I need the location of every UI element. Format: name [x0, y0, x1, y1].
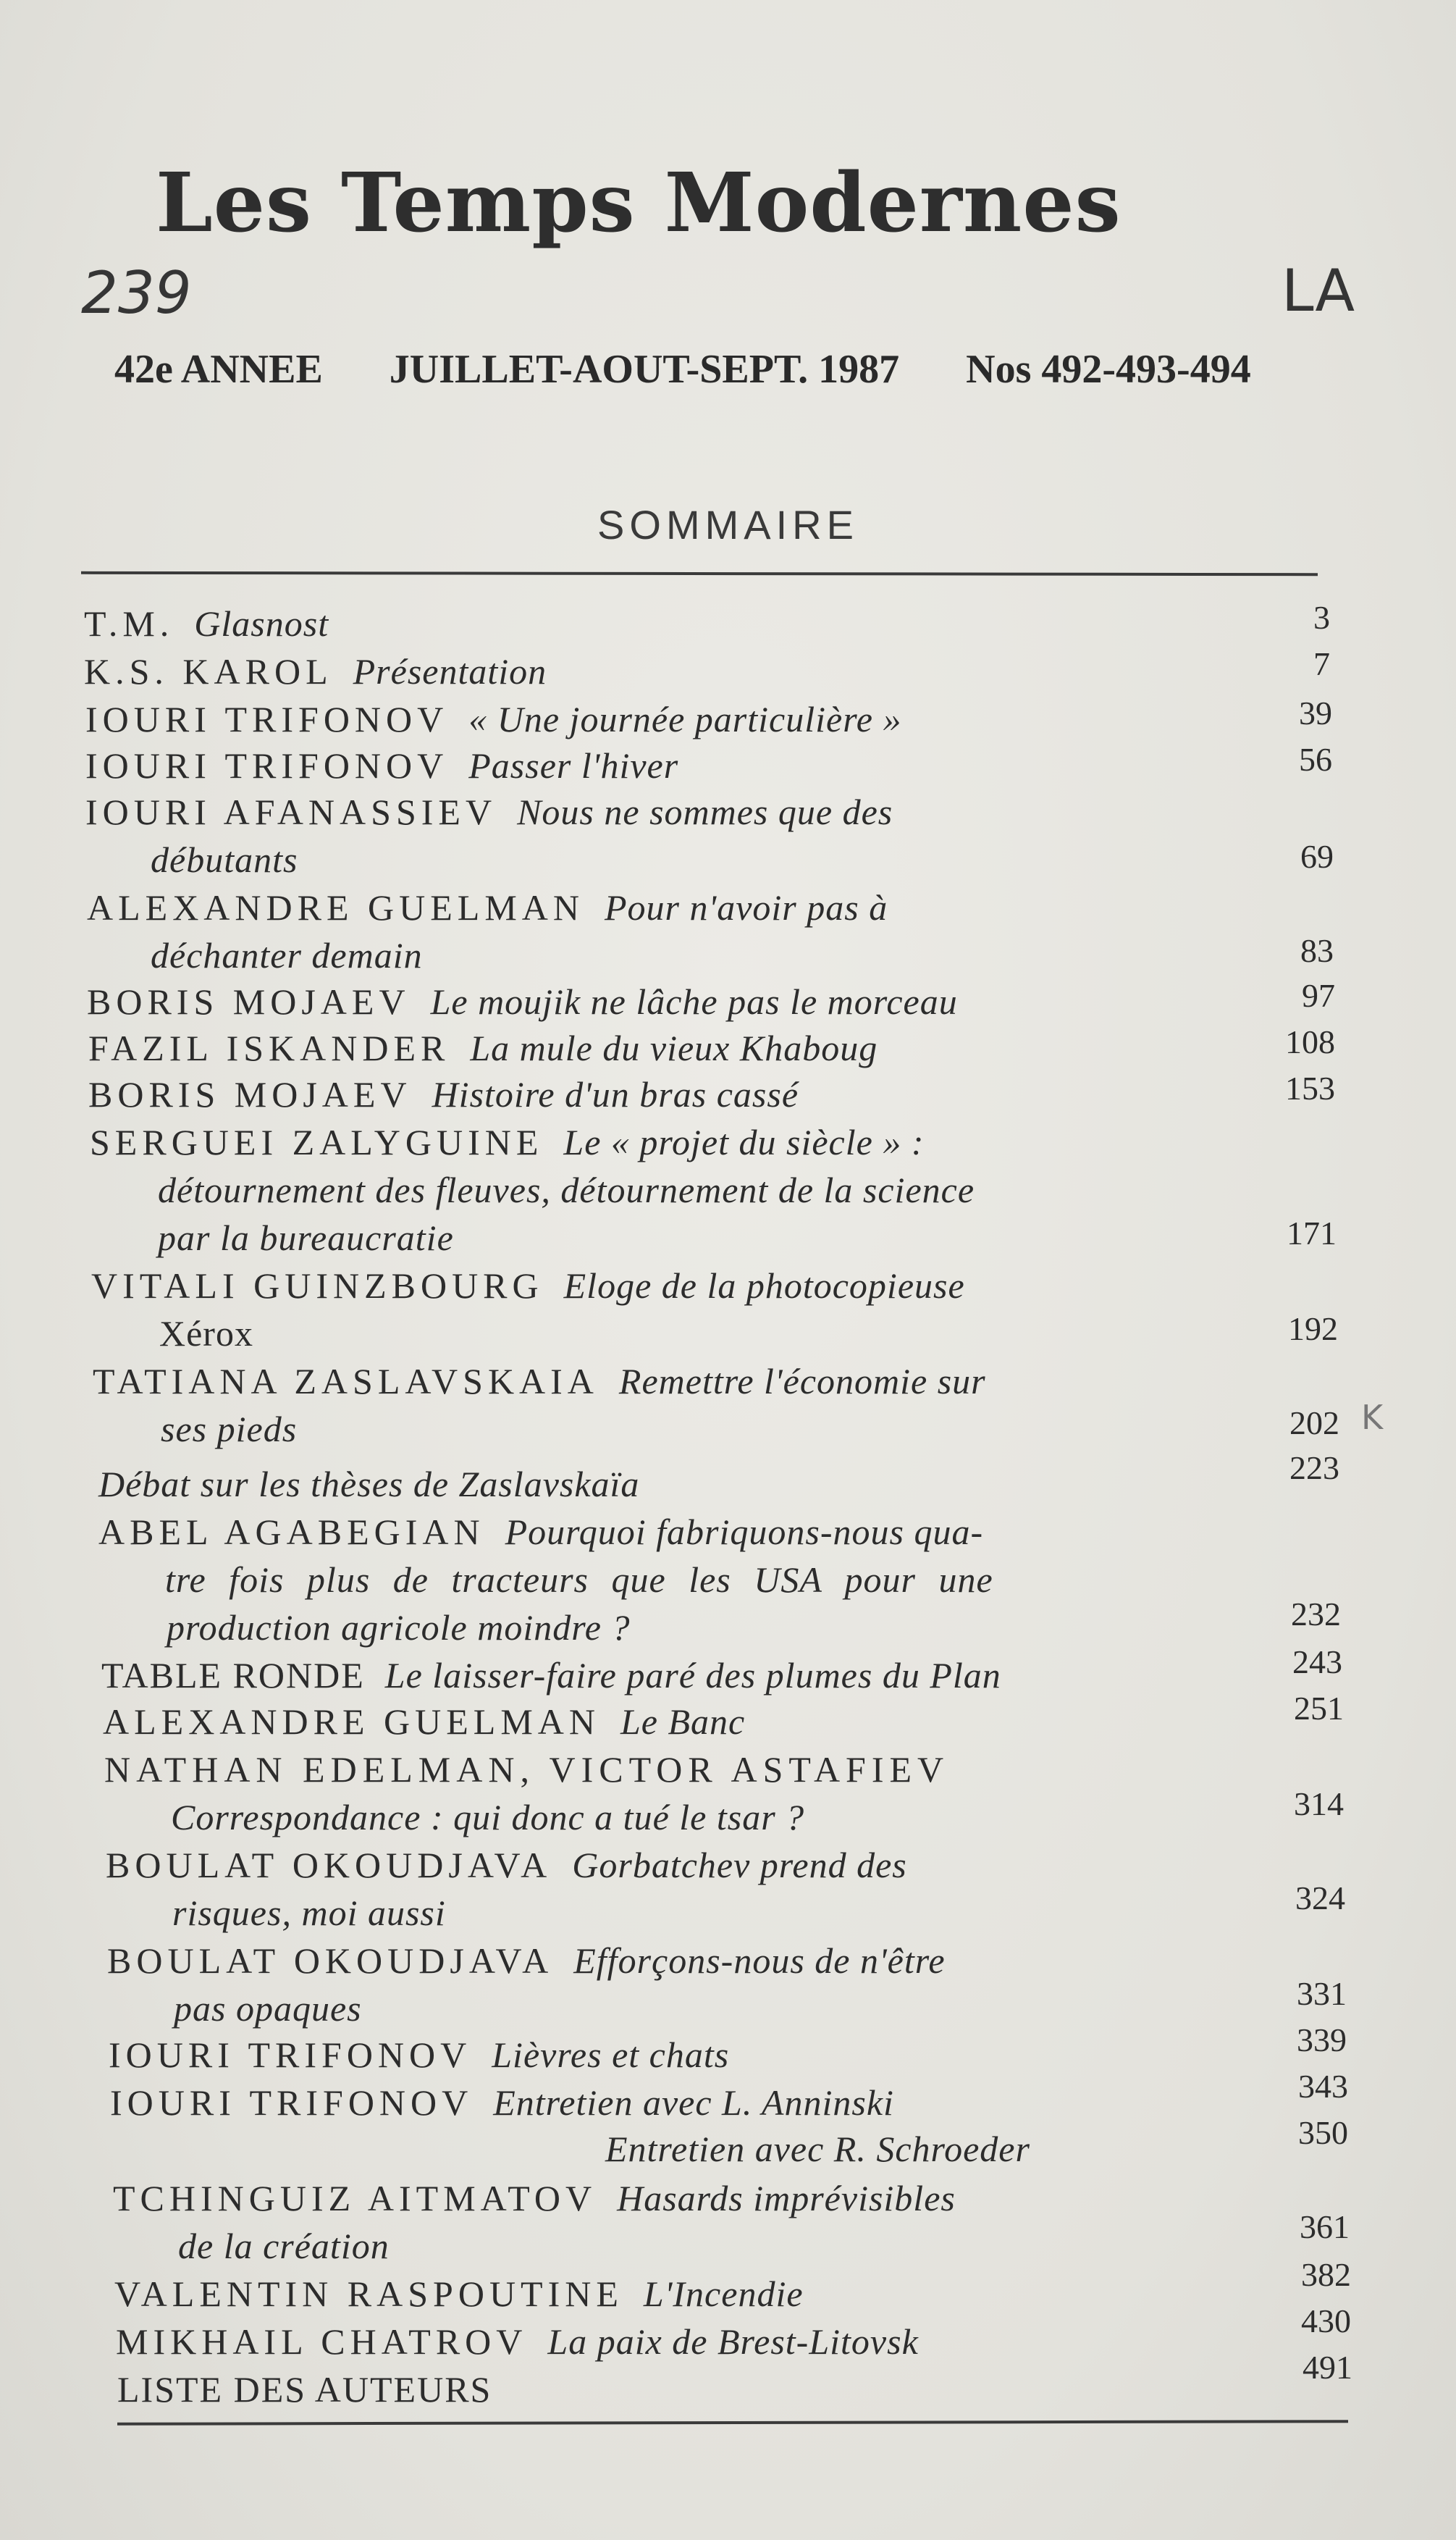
toc-title-continuation: tre fois plus de tracteurs que les USA pour une	[165, 1559, 993, 1600]
toc-page-number: 97	[1302, 977, 1335, 1014]
toc-author: IOURI TRIFONOV	[85, 745, 449, 786]
sommaire-heading: SOMMAIRE	[597, 502, 859, 548]
toc-title-continuation: risques, moi aussi	[172, 1893, 446, 1933]
toc-author: NATHAN EDELMAN, VICTOR ASTAFIEV	[104, 1749, 950, 1790]
toc-title-continuation: Xérox	[159, 1313, 253, 1354]
toc-page-number: 39	[1299, 695, 1332, 732]
toc-page-number: 361	[1300, 2208, 1350, 2245]
toc-entry	[84, 653, 547, 690]
toc-author: MIKHAIL CHATROV	[116, 2321, 528, 2362]
toc-entry	[85, 747, 678, 784]
toc-author: BOULAT OKOUDJAVA	[107, 1940, 554, 1981]
toc-title: Entretien avec L. Anninski	[493, 2082, 894, 2123]
toc-author: K.S. KAROL	[84, 651, 333, 692]
toc-author: LISTE DES AUTEURS	[117, 2369, 492, 2410]
toc-title: Le moujik ne lâche pas le morceau	[430, 981, 958, 1022]
toc-page-number: 339	[1297, 2021, 1347, 2058]
toc-author: IOURI TRIFONOV	[85, 699, 449, 739]
toc-author: ALEXANDRE GUELMAN	[87, 887, 584, 928]
toc-entry	[93, 1363, 986, 1399]
toc-author: VITALI GUINZBOURG	[91, 1265, 544, 1306]
journal-title: Les Temps Modernes	[156, 156, 1122, 251]
toc-entry	[113, 2180, 956, 2216]
toc-title: Hasards imprévisibles	[617, 2178, 956, 2218]
toc-title-continuation: de la création	[178, 2226, 390, 2266]
issue-date: JUILLET-AOUT-SEPT. 1987	[389, 347, 900, 392]
toc-title: Lièvres et chats	[492, 2034, 730, 2075]
toc-page-number: 83	[1300, 932, 1334, 969]
toc-entry	[110, 2084, 894, 2121]
toc-page-number: 108	[1285, 1023, 1335, 1060]
toc-entry	[103, 1703, 745, 1740]
toc-page-number: 331	[1297, 1975, 1347, 2012]
toc-title-continuation: Correspondance : qui donc a tué le tsar ?	[171, 1797, 805, 1837]
toc-title: Histoire d'un bras cassé	[432, 1074, 799, 1115]
toc-title: Pour n'avoir pas à	[605, 887, 888, 928]
toc-title: Présentation	[353, 651, 547, 692]
toc-title: « Une journée particulière »	[468, 699, 902, 739]
issue-year: 42e ANNEE	[114, 347, 323, 392]
toc-entry	[90, 1124, 924, 1160]
toc-author: TABLE RONDE	[101, 1655, 365, 1696]
toc-page-number: 314	[1294, 1785, 1344, 1822]
toc-page-number: 430	[1301, 2302, 1351, 2339]
toc-title-continuation: production agricole moindre ?	[167, 1607, 631, 1648]
toc-page-number: 56	[1299, 741, 1332, 778]
toc-entry	[88, 1030, 878, 1066]
toc-entry	[98, 1514, 983, 1550]
toc-title-continuation: par la bureaucratie	[158, 1217, 454, 1258]
toc-entry: Entretien avec R. Schroeder	[605, 2129, 1030, 2169]
toc-entry	[85, 701, 902, 737]
toc-title-continuation: détournement des fleuves, détournement de la science	[158, 1170, 975, 1210]
toc-title: Eloge de la photocopieuse	[563, 1265, 965, 1306]
toc-author: BORIS MOJAEV	[88, 1074, 412, 1115]
toc-author: IOURI TRIFONOV	[110, 2082, 474, 2123]
toc-title: Le laisser-faire paré des plumes du Plan	[384, 1655, 1001, 1696]
toc-page-number: 350	[1298, 2114, 1348, 2151]
toc-title: Passer l'hiver	[468, 745, 679, 786]
toc-entry	[104, 1749, 950, 1790]
toc-entry	[117, 2369, 492, 2410]
toc-entry	[87, 981, 958, 1022]
toc-entry	[98, 1466, 639, 1502]
toc-title: La mule du vieux Khaboug	[470, 1028, 878, 1068]
handwritten-note-left: 239	[81, 259, 192, 327]
toc-author: ABEL AGABEGIAN	[98, 1512, 485, 1552]
toc-title: Débat sur les thèses de Zaslavskaïa	[98, 1464, 640, 1504]
toc-page-number: 3	[1313, 599, 1330, 636]
toc-page-number: 382	[1301, 2256, 1351, 2293]
toc-author: BOULAT OKOUDJAVA	[106, 1845, 552, 1885]
toc-author: ALEXANDRE GUELMAN	[103, 1701, 600, 1742]
toc-author: IOURI AFANASSIEV	[85, 792, 497, 832]
toc-title: Glasnost	[194, 603, 329, 644]
toc-page-number: 153	[1285, 1070, 1335, 1107]
toc-entry	[91, 1267, 965, 1304]
toc-page-number: 192	[1288, 1310, 1338, 1347]
toc-page-number: 171	[1287, 1215, 1337, 1252]
toc-page-number: 7	[1313, 645, 1330, 682]
handwritten-note-right: LA	[1282, 257, 1355, 324]
toc-title: L'Incendie	[643, 2273, 804, 2314]
toc-page-number: 491	[1303, 2349, 1352, 2386]
toc-entry	[107, 1942, 946, 1979]
toc-entry	[84, 605, 329, 642]
toc-title-continuation: débutants	[151, 839, 298, 880]
toc-title: Pourquoi fabriquons-nous qua-	[505, 1512, 984, 1552]
toc-page-number: 223	[1289, 1449, 1339, 1486]
toc-page-number: 343	[1298, 2068, 1348, 2105]
toc-title: Gorbatchev prend des	[572, 1845, 907, 1885]
toc-page-number: 202	[1289, 1404, 1339, 1441]
toc-title-continuation: déchanter demain	[151, 935, 423, 976]
toc-page-number: 69	[1300, 838, 1334, 875]
toc-page-number: 251	[1294, 1690, 1344, 1727]
toc-entry	[101, 1655, 1001, 1696]
issue-numbers: Nos 492-493-494	[966, 347, 1251, 392]
toc-title: Le Banc	[620, 1701, 746, 1742]
toc-author: FAZIL ISKANDER	[88, 1028, 450, 1068]
toc-title: Nous ne sommes que des	[517, 792, 893, 832]
toc-title: Efforçons-nous de n'être	[573, 1940, 946, 1981]
toc-title-continuation: ses pieds	[161, 1409, 298, 1449]
toc-entry	[85, 794, 893, 830]
toc-entry	[116, 2323, 919, 2360]
toc-page-number: 324	[1295, 1879, 1345, 1916]
toc-author: TATIANA ZASLAVSKAIA	[93, 1361, 599, 1401]
toc-entry	[106, 1847, 907, 1883]
toc-entry	[88, 1074, 799, 1115]
toc-title: Remettre l'économie sur	[618, 1361, 986, 1401]
toc-author: TCHINGUIZ AITMATOV	[113, 2178, 597, 2218]
toc-entry	[87, 889, 888, 926]
toc-author: SERGUEI ZALYGUINE	[90, 1122, 544, 1162]
toc-page-number: 232	[1291, 1596, 1341, 1632]
toc-page-number: 243	[1292, 1643, 1342, 1680]
toc-entry	[109, 2034, 730, 2075]
toc-entry	[114, 2273, 804, 2314]
toc-title: La paix de Brest-Litovsk	[547, 2321, 919, 2362]
toc-author: VALENTIN RASPOUTINE	[114, 2273, 623, 2314]
toc-author: T.M.	[84, 603, 174, 644]
toc-author: BORIS MOJAEV	[87, 981, 411, 1022]
toc-title-continuation: pas opaques	[174, 1988, 362, 2029]
toc-title: Le « projet du siècle » :	[563, 1122, 925, 1162]
margin-mark: K	[1361, 1398, 1384, 1437]
toc-author: IOURI TRIFONOV	[109, 2034, 472, 2075]
